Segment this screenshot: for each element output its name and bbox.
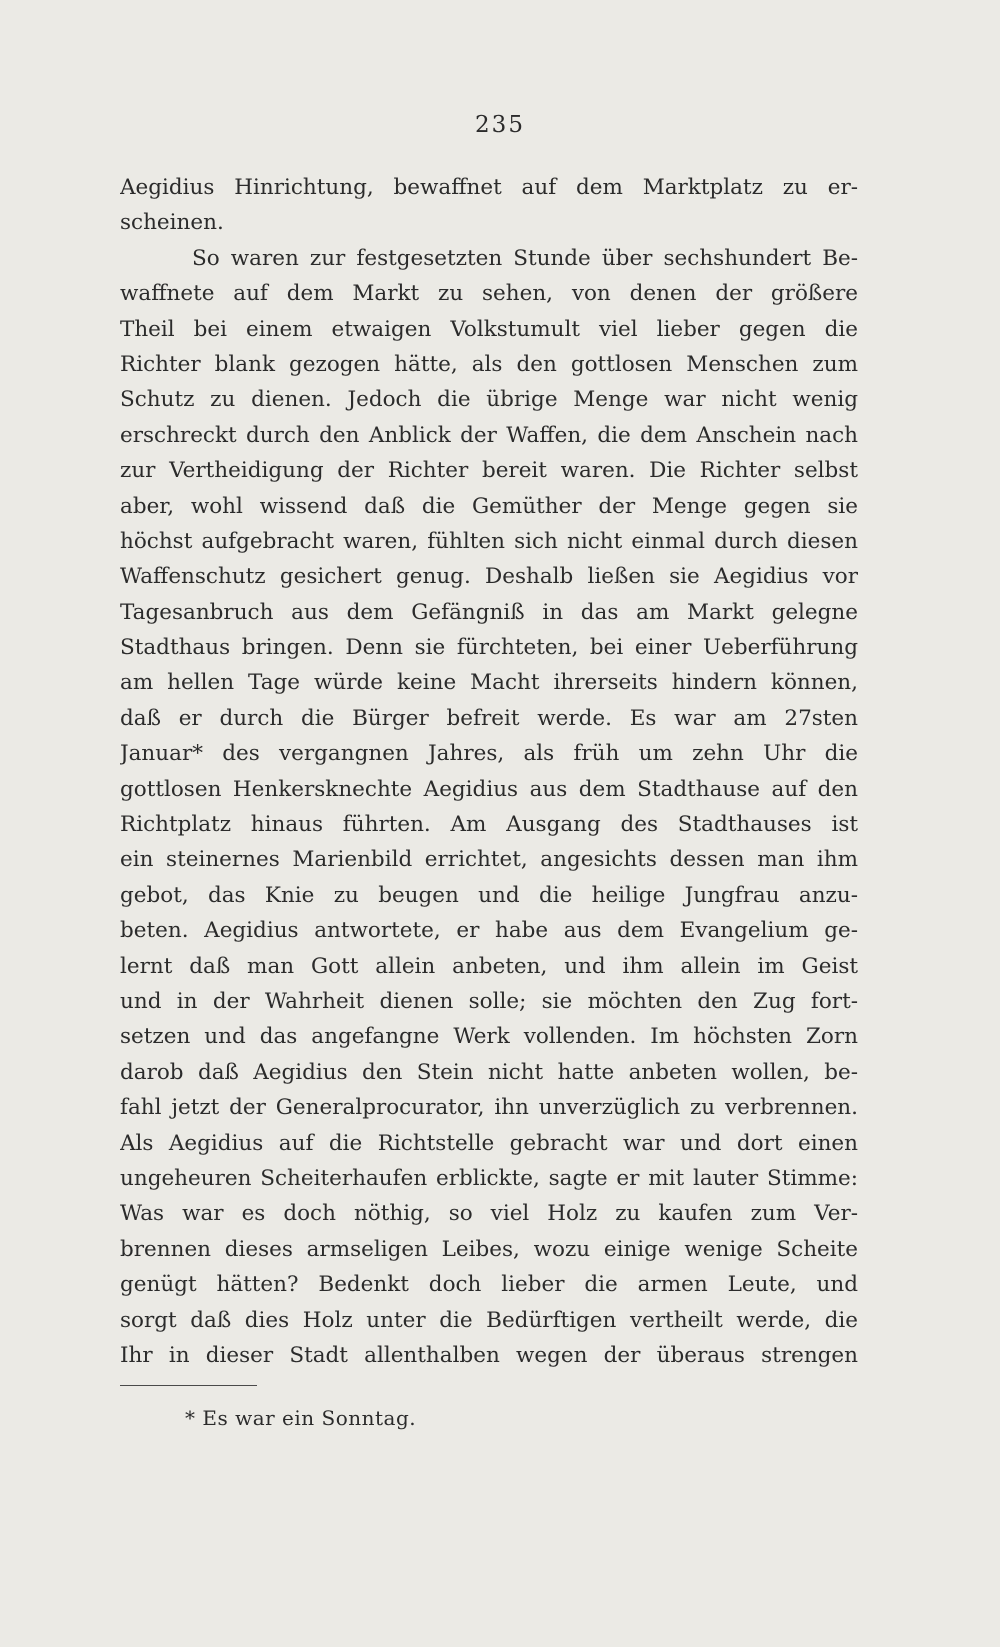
text-line: höchst aufgebracht waren, fühlten sich nicht einmal durch diesen: [120, 528, 858, 554]
text-line: scheinen.: [120, 210, 224, 236]
text-line: sorgt daß dies Holz unter die Bedürftigen vertheilt werde, die: [120, 1307, 858, 1333]
page-number: 235: [475, 112, 525, 138]
text-line: genügt hätten? Bedenkt doch lieber die armen Leute, und: [120, 1272, 858, 1298]
footnote: * Es war ein Sonntag.: [185, 1406, 417, 1430]
text-line: Schutz zu dienen. Jedoch die übrige Menge war nicht wenig: [120, 387, 858, 413]
text-line: zur Vertheidigung der Richter bereit waren. Die Richter selbst: [120, 458, 858, 484]
text-line: ungeheuren Scheiterhaufen erblickte, sagte er mit lauter Stimme:: [120, 1165, 858, 1191]
text-line: erschreckt durch den Anblick der Waffen, die dem Anschein nach: [120, 422, 858, 448]
text-line: Ihr in dieser Stadt allenthalben wegen der überaus strengen: [120, 1342, 858, 1368]
text-line: Stadthaus bringen. Denn sie fürchteten, bei einer Ueberführung: [120, 635, 858, 661]
text-line: Richter blank gezogen hätte, als den gottlosen Menschen zum: [120, 351, 858, 377]
text-line: Aegidius Hinrichtung, bewaffnet auf dem Marktplatz zu er-: [120, 175, 858, 200]
text-line: daß er durch die Bürger befreit werde. Es war am 27sten: [120, 705, 858, 731]
text-line: lernt daß man Gott allein anbeten, und ihm allein im Geist: [120, 953, 858, 979]
text-line: Was war es doch nöthig, so viel Holz zu kaufen zum Ver-: [120, 1201, 858, 1227]
text-line: gebot, das Knie zu beugen und die heilige Jungfrau anzu-: [120, 882, 858, 908]
text-line: darob daß Aegidius den Stein nicht hatte anbeten wollen, be-: [120, 1059, 858, 1085]
text-line: fahl jetzt der Generalprocurator, ihn unverzüglich zu verbrennen.: [120, 1095, 858, 1121]
text-line: beten. Aegidius antwortete, er habe aus dem Evangelium ge-: [120, 918, 858, 944]
text-line: am hellen Tage würde keine Macht ihrerseits hindern können,: [120, 670, 858, 696]
text-line: setzen und das angefangne Werk vollenden. Im höchsten Zorn: [120, 1024, 858, 1050]
text-line: Waffenschutz gesichert genug. Deshalb ließen sie Aegidius vor: [120, 564, 858, 590]
text-line: Als Aegidius auf die Richtstelle gebracht war und dort einen: [120, 1130, 858, 1156]
text-line: brennen dieses armseligen Leibes, wozu einige wenige Scheite: [120, 1236, 858, 1262]
body-text: [120, 170, 858, 1373]
text-line: waffnete auf dem Markt zu sehen, von denen der größere: [120, 281, 858, 307]
text-line: aber, wohl wissend daß die Gemüther der Menge gegen sie: [120, 493, 858, 519]
text-line: Richtplatz hinaus führten. Am Ausgang des Stadthauses ist: [120, 812, 858, 838]
text-line: ein steinernes Marienbild errichtet, angesichts dessen man ihm: [120, 847, 858, 873]
text-line: gottlosen Henkersknechte Aegidius aus dem Stadthause auf den: [120, 776, 858, 802]
text-line: Januar* des vergangnen Jahres, als früh um zehn Uhr die: [120, 741, 858, 767]
text-line: Theil bei einem etwaigen Volkstumult viel lieber gegen die: [120, 316, 858, 342]
text-line: Tagesanbruch aus dem Gefängniß in das am Markt gelegne: [120, 599, 858, 625]
footnote-divider: [120, 1385, 257, 1386]
text-line: So waren zur festgesetzten Stunde über sechshundert Be-: [192, 245, 858, 271]
text-line: und in der Wahrheit dienen solle; sie möchten den Zug fort-: [120, 988, 858, 1014]
